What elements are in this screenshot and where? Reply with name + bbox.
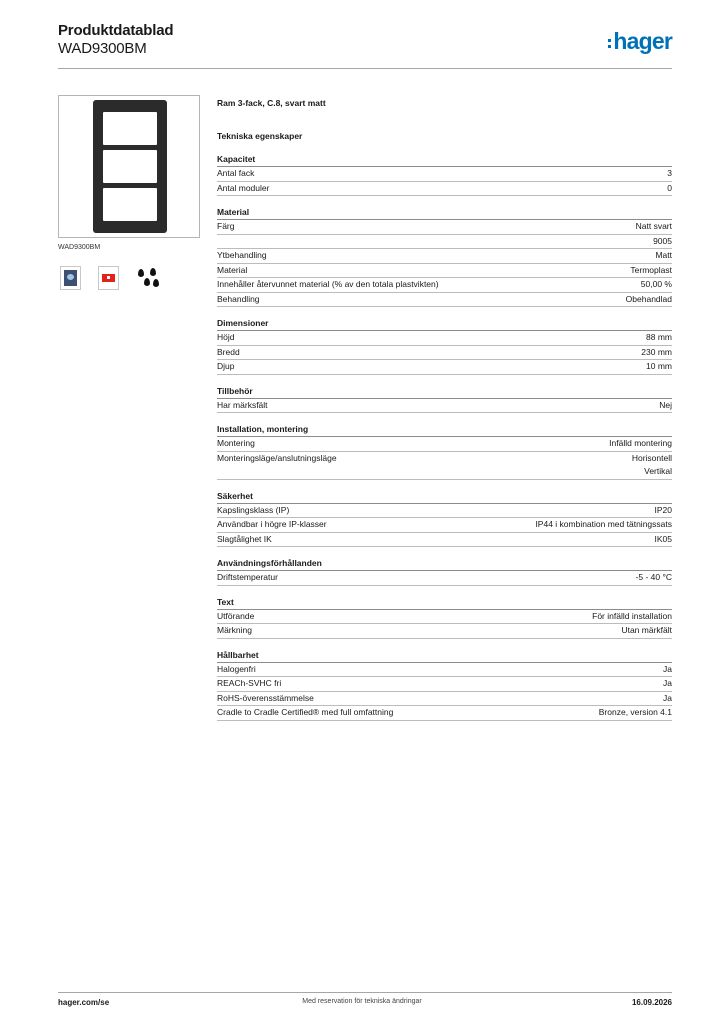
- spec-label: Kapslingsklass (IP): [217, 504, 290, 515]
- spec-label: Halogenfri: [217, 663, 256, 674]
- document-product-code: WAD9300BM: [58, 40, 147, 57]
- product-image-caption: WAD9300BM: [58, 244, 101, 251]
- spec-value-line: Natt svart: [635, 221, 672, 231]
- spec-value-line: Ja: [663, 663, 672, 674]
- spec-row: [217, 278, 672, 293]
- spec-value: [609, 437, 672, 451]
- spec-value-line: 0: [667, 182, 672, 193]
- document-title: Produktdatablad: [58, 22, 174, 39]
- spec-value: [621, 624, 672, 638]
- spec-value: [641, 346, 672, 360]
- spec-row: [217, 518, 672, 533]
- spec-label: Innehåller återvunnet material (% av den totala plastvikten): [217, 279, 439, 289]
- section-title: Installation, montering: [217, 423, 672, 437]
- spec-value: [599, 706, 672, 720]
- spec-row: [217, 692, 672, 707]
- spec-label: Monteringsläge/anslutningsläge: [217, 452, 337, 463]
- spec-label: Behandling: [217, 293, 260, 304]
- spec-row: [217, 399, 672, 414]
- spec-section: [217, 206, 672, 307]
- spec-section: [217, 317, 672, 375]
- spec-section: [217, 153, 672, 196]
- spec-value: [626, 293, 672, 307]
- spec-label: Höjd: [217, 332, 235, 342]
- spec-value-line: IK05: [654, 533, 672, 544]
- spec-value-line: Obehandlad: [625, 293, 672, 304]
- product-image-box: [58, 95, 200, 238]
- spec-row: [217, 504, 672, 519]
- spec-value: [592, 610, 672, 624]
- spec-value: [663, 663, 672, 677]
- spec-value-line: IP44 i kombination med tätningssats: [535, 519, 672, 529]
- spec-label: Slagtålighet IK: [217, 533, 272, 544]
- cradle-to-cradle-certified-icon: [60, 266, 81, 290]
- spec-row: [217, 677, 672, 692]
- spec-label: RoHS-överensstämmelse: [217, 692, 314, 703]
- spec-section: [217, 385, 672, 414]
- footer-website: hager.com/se: [58, 998, 110, 1007]
- section-title: Text: [217, 596, 672, 610]
- spec-label: REACh-SVHC fri: [217, 678, 282, 688]
- spec-value-line: Horisontell: [631, 452, 672, 463]
- footer-divider: [58, 992, 672, 993]
- spec-value-line: Infälld montering: [609, 438, 672, 448]
- spec-row: [217, 452, 672, 480]
- spec-value: [646, 360, 672, 374]
- spec-sections: [217, 153, 672, 721]
- spec-value: [667, 167, 672, 181]
- footer-date: 16.09.2026: [631, 998, 672, 1007]
- spec-value-line: Termoplast: [630, 264, 672, 275]
- spec-label: Antal moduler: [217, 182, 270, 193]
- spec-label: Djup: [217, 361, 235, 371]
- spec-value-line: För infälld installation: [592, 610, 672, 621]
- spec-label: Cradle to Cradle Certified® med full omfattning: [217, 707, 394, 717]
- spec-label: Användbar i högre IP-klasser: [217, 519, 327, 529]
- spec-value-line: IP20: [654, 504, 672, 515]
- frame-opening: [103, 112, 157, 145]
- spec-value: [655, 533, 673, 547]
- ip-rating-icon: [98, 266, 119, 290]
- spec-label: Har märksfält: [217, 399, 268, 410]
- hager-logo: [608, 28, 672, 54]
- spec-label: Material: [217, 264, 248, 275]
- spec-value-line: Ja: [663, 692, 672, 703]
- spec-value: [655, 504, 673, 518]
- spec-label: Driftstemperatur: [217, 572, 278, 582]
- spec-value: [655, 249, 672, 263]
- spec-value: [632, 452, 672, 479]
- logo-text: hager: [613, 27, 672, 54]
- spec-value-line: Ja: [663, 678, 672, 688]
- spec-row: [217, 249, 672, 264]
- spec-value-line: -5 - 40 °C: [635, 572, 672, 582]
- section-title: Säkerhet: [217, 490, 672, 504]
- frame-opening: [103, 150, 157, 183]
- spec-section: [217, 557, 672, 586]
- section-title: Kapacitet: [217, 153, 672, 167]
- spec-value: [535, 518, 672, 532]
- spec-label: Montering: [217, 438, 255, 448]
- spec-label: Antal fack: [217, 168, 255, 178]
- spec-label: Färg: [217, 221, 235, 231]
- spec-section: [217, 423, 672, 480]
- spec-row: [217, 706, 672, 721]
- spec-row: [217, 182, 672, 197]
- spec-value: [659, 399, 672, 413]
- spec-label: Ytbehandling: [217, 250, 267, 260]
- spec-row: [217, 235, 672, 250]
- footer-disclaimer: Med reservation för tekniska ändringar: [302, 998, 422, 1005]
- spec-value: [630, 264, 672, 278]
- spec-row: [217, 571, 672, 586]
- spec-value-line: 50,00 %: [640, 279, 672, 289]
- product-specification: [217, 96, 672, 721]
- section-title: Användningsförhållanden: [217, 557, 672, 571]
- certification-icons: [60, 266, 160, 290]
- spec-row: [217, 167, 672, 182]
- spec-value-line: Vertikal: [644, 466, 672, 476]
- product-frame-image: [93, 100, 167, 233]
- frame-opening: [103, 188, 157, 221]
- water-drops-icon: [136, 266, 160, 290]
- spec-row: [217, 360, 672, 375]
- spec-value-line: Utan märkfält: [621, 625, 672, 635]
- spec-value-line: 230 mm: [641, 346, 672, 357]
- spec-row: [217, 624, 672, 639]
- spec-value-line: Nej: [659, 399, 672, 410]
- spec-value: [646, 331, 672, 345]
- page-header: [58, 22, 672, 70]
- section-title: Hållbarhet: [217, 649, 672, 663]
- header-divider: [58, 68, 672, 69]
- logo-dots-icon: [608, 39, 611, 48]
- spec-section: [217, 596, 672, 639]
- spec-value-line: 10 mm: [646, 361, 672, 371]
- spec-value-line: 9005: [653, 235, 672, 246]
- spec-row: [217, 293, 672, 308]
- product-title: Ram 3-fack, C.8, svart matt: [217, 98, 326, 108]
- spec-value-line: 88 mm: [646, 332, 672, 342]
- spec-value-line: 3: [667, 168, 672, 178]
- spec-value: [636, 220, 672, 234]
- spec-row: [217, 610, 672, 625]
- section-title: Dimensioner: [217, 317, 672, 331]
- spec-value: [653, 235, 672, 249]
- spec-label: Märkning: [217, 625, 252, 635]
- technical-properties-heading: Tekniska egenskaper: [217, 131, 303, 141]
- spec-value: [636, 571, 672, 585]
- spec-label: Utförande: [217, 610, 255, 621]
- spec-row: [217, 264, 672, 279]
- section-title: Material: [217, 206, 672, 220]
- spec-value-line: Matt: [655, 250, 672, 260]
- spec-section: [217, 490, 672, 548]
- spec-value: [663, 677, 672, 691]
- spec-label: Bredd: [217, 346, 240, 357]
- spec-row: [217, 437, 672, 452]
- spec-section: [217, 649, 672, 721]
- spec-row: [217, 346, 672, 361]
- spec-value-line: Bronze, version 4.1: [598, 707, 672, 717]
- section-title: Tillbehör: [217, 385, 672, 399]
- spec-row: [217, 331, 672, 346]
- spec-row: [217, 663, 672, 678]
- spec-value: [667, 182, 672, 196]
- spec-value: [641, 278, 672, 292]
- spec-row: [217, 533, 672, 548]
- spec-value: [663, 692, 672, 706]
- spec-row: [217, 220, 672, 235]
